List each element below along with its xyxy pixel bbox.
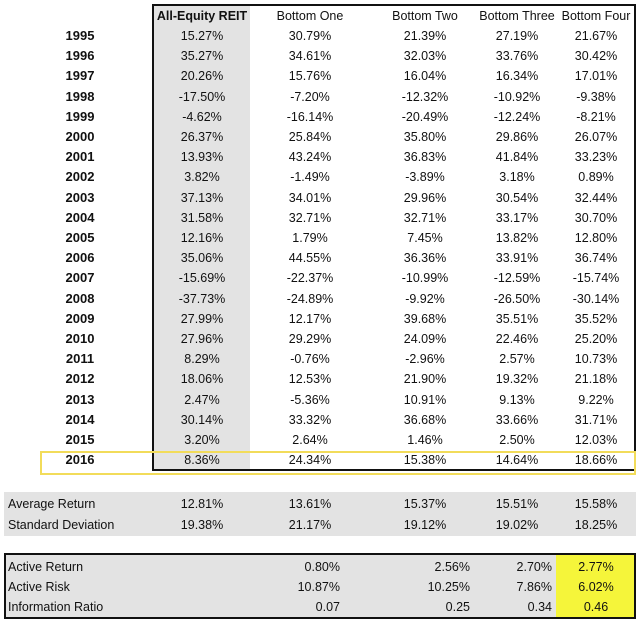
return-cell: -12.59% (493, 271, 541, 286)
return-cell: 35.80% (403, 130, 447, 144)
return-cell: 31.71% (574, 412, 618, 427)
return-cell: -5.36% (290, 392, 330, 407)
return-cell: 26.07% (574, 130, 618, 144)
table-row (0, 147, 640, 167)
summary-value: 13.61% (288, 497, 332, 511)
table-row (0, 430, 640, 450)
return-cell: 32.71% (288, 210, 332, 225)
return-cell: 36.83% (403, 150, 447, 165)
return-cell: 24.34% (288, 453, 332, 468)
active-value: 0.34 (527, 600, 552, 614)
column-header-row (0, 6, 640, 26)
active-label: Active Risk (8, 580, 70, 594)
return-cell: 10.91% (403, 392, 447, 407)
return-cell: 9.22% (578, 392, 614, 407)
return-cell: 33.91% (495, 251, 539, 266)
year-label: 2002 (65, 169, 95, 185)
return-cell: -9.92% (405, 291, 445, 306)
summary-value: 18.25% (574, 518, 618, 532)
return-cell: 18.06% (180, 372, 224, 387)
return-cell: 27.96% (180, 332, 224, 346)
return-cell: 33.66% (495, 412, 539, 427)
return-cell: 41.84% (495, 150, 539, 165)
return-cell: 13.82% (495, 231, 539, 245)
year-label: 2010 (65, 331, 95, 346)
year-label: 2000 (65, 129, 95, 144)
return-cell: -37.73% (178, 291, 226, 306)
return-cell: 36.74% (574, 251, 618, 266)
table-row (0, 450, 640, 470)
table-row (0, 289, 640, 309)
return-cell: -26.50% (493, 291, 541, 306)
return-cell: 36.36% (403, 251, 447, 266)
return-cell: 32.71% (403, 210, 447, 225)
table-row (0, 329, 640, 349)
return-cell: 35.06% (180, 251, 224, 266)
year-label: 2001 (65, 149, 95, 165)
return-cell: 19.32% (495, 372, 539, 387)
return-cell: 35.51% (495, 311, 539, 326)
return-cell: 15.38% (403, 453, 447, 468)
summary-value: 19.12% (403, 518, 447, 532)
active-row (0, 557, 640, 577)
table-row (0, 228, 640, 248)
table-row (0, 66, 640, 86)
year-label: 1999 (65, 108, 95, 124)
column-header: Bottom Two (392, 9, 458, 23)
return-cell: 12.53% (288, 372, 332, 387)
return-cell: 25.20% (574, 332, 618, 346)
return-cell: 2.47% (184, 392, 220, 407)
return-cell: 18.66% (574, 453, 618, 468)
return-cell: 16.34% (495, 69, 539, 84)
return-cell: 30.70% (574, 210, 618, 225)
year-label: 1995 (65, 28, 95, 43)
active-row (0, 597, 640, 617)
summary-label: Standard Deviation (8, 518, 115, 532)
return-cell: 1.79% (292, 231, 328, 245)
table-row (0, 268, 640, 288)
return-cell: 2.57% (499, 352, 535, 367)
year-label: 2004 (65, 209, 95, 225)
return-cell: 15.27% (180, 29, 224, 43)
return-cell: 30.54% (495, 190, 539, 205)
active-value: 0.25 (445, 600, 470, 614)
year-label: 2014 (65, 411, 95, 427)
return-cell: -3.89% (405, 170, 445, 185)
return-cell: 33.17% (495, 210, 539, 225)
return-cell: -15.74% (572, 271, 620, 286)
year-label: 2012 (65, 371, 95, 387)
summary-value: 15.37% (403, 497, 447, 511)
return-cell: 34.01% (288, 190, 332, 205)
return-cell: 17.01% (574, 69, 618, 84)
return-cell: -15.69% (178, 271, 226, 286)
return-cell: 8.36% (184, 453, 220, 468)
table-row (0, 208, 640, 228)
active-value: 6.02% (578, 580, 614, 594)
return-cell: 3.20% (184, 433, 220, 447)
table-row (0, 369, 640, 389)
table-row (0, 46, 640, 66)
return-cell: -1.49% (290, 170, 330, 185)
table-row (0, 349, 640, 369)
return-cell: 22.46% (495, 332, 539, 346)
return-cell: 43.24% (288, 150, 332, 165)
return-cell: 33.32% (288, 412, 332, 427)
active-label: Active Return (8, 560, 84, 574)
table-row (0, 167, 640, 187)
return-cell: 30.79% (288, 29, 332, 43)
return-cell: 9.13% (499, 392, 535, 407)
return-cell: 2.64% (292, 433, 328, 447)
year-label: 2005 (65, 230, 95, 245)
return-cell: -16.14% (286, 109, 334, 124)
column-header: Bottom Three (479, 9, 555, 23)
return-cell: 33.23% (574, 150, 618, 165)
summary-row (0, 515, 640, 535)
return-cell: -12.32% (401, 89, 449, 104)
return-cell: 27.19% (495, 29, 539, 43)
return-cell: -2.96% (405, 352, 445, 367)
return-cell: 21.39% (403, 29, 447, 43)
return-cell: 21.67% (574, 29, 618, 43)
return-cell: 16.04% (403, 69, 447, 84)
return-cell: -17.50% (178, 89, 226, 104)
active-row (0, 577, 640, 597)
year-label: 2006 (65, 250, 95, 266)
return-cell: 31.58% (180, 210, 224, 225)
table-row (0, 26, 640, 46)
return-cell: 12.80% (574, 231, 618, 245)
return-cell: 21.90% (403, 372, 447, 387)
year-label: 2009 (65, 310, 95, 326)
return-cell: 10.73% (574, 352, 618, 367)
return-cell: 7.45% (407, 231, 443, 245)
return-cell: 12.03% (574, 433, 618, 447)
return-cell: 37.13% (180, 190, 224, 205)
table-row (0, 309, 640, 329)
active-value: 0.80% (304, 560, 340, 574)
return-cell: -0.76% (290, 352, 330, 367)
return-cell: 15.76% (288, 69, 332, 84)
return-cell: 13.93% (180, 150, 224, 165)
return-cell: 30.14% (180, 412, 224, 427)
year-label: 2016 (65, 452, 95, 468)
return-cell: 24.09% (403, 332, 447, 346)
year-label: 2013 (65, 391, 95, 407)
active-value: 10.87% (297, 580, 340, 594)
return-cell: -24.89% (286, 291, 334, 306)
column-header: All-Equity REIT (156, 9, 248, 23)
return-cell: -20.49% (401, 109, 449, 124)
active-label: Information Ratio (8, 600, 104, 614)
return-cell: 1.46% (407, 433, 443, 447)
return-cell: -9.38% (576, 89, 616, 104)
year-label: 2003 (65, 189, 95, 205)
return-cell: 29.86% (495, 130, 539, 144)
summary-value: 19.02% (495, 518, 539, 532)
summary-value: 21.17% (288, 518, 332, 532)
table-row (0, 87, 640, 107)
return-cell: 32.03% (403, 49, 447, 64)
year-label: 1996 (65, 48, 95, 64)
table-row (0, 390, 640, 410)
return-cell: -8.21% (576, 109, 616, 124)
return-cell: 36.68% (403, 412, 447, 427)
return-cell: -10.99% (401, 271, 449, 286)
return-cell: -22.37% (286, 271, 334, 286)
table-row (0, 248, 640, 268)
active-value: 0.07 (315, 600, 340, 614)
table-row (0, 188, 640, 208)
active-value: 2.77% (578, 560, 614, 574)
return-cell: -30.14% (572, 291, 620, 306)
return-cell: -10.92% (493, 89, 541, 104)
return-cell: 29.29% (288, 332, 332, 346)
return-cell: 39.68% (403, 311, 447, 326)
return-cell: 30.42% (574, 49, 618, 64)
return-cell: 32.44% (574, 190, 618, 205)
active-value: 2.56% (434, 560, 470, 574)
summary-value: 12.81% (180, 497, 224, 511)
return-cell: -4.62% (182, 109, 222, 124)
summary-row (0, 494, 640, 514)
return-cell: -7.20% (290, 89, 330, 104)
return-cell: 25.84% (288, 130, 332, 144)
year-label: 1998 (65, 88, 95, 104)
year-label: 2008 (65, 290, 95, 306)
year-label: 2011 (65, 351, 95, 367)
return-cell: 0.89% (578, 170, 614, 185)
year-label: 1997 (65, 68, 95, 84)
summary-value: 15.58% (574, 497, 618, 511)
return-cell: 2.50% (499, 433, 535, 447)
return-cell: 20.26% (180, 69, 224, 84)
column-header: Bottom Four (561, 9, 631, 23)
return-cell: 26.37% (180, 130, 224, 144)
return-cell: -12.24% (493, 109, 541, 124)
active-value: 2.70% (516, 560, 552, 574)
return-cell: 12.17% (288, 311, 332, 326)
return-cell: 34.61% (288, 49, 332, 64)
active-value: 0.46 (583, 600, 609, 614)
return-cell: 35.52% (574, 311, 618, 326)
return-cell: 21.18% (574, 372, 618, 387)
table-row (0, 127, 640, 147)
year-label: 2007 (65, 270, 95, 286)
summary-value: 19.38% (180, 518, 224, 532)
return-cell: 12.16% (180, 231, 224, 245)
column-header: Bottom One (276, 9, 344, 23)
table-row (0, 107, 640, 127)
return-cell: 33.76% (495, 49, 539, 64)
return-cell: 35.27% (180, 49, 224, 64)
return-cell: 8.29% (184, 352, 220, 367)
return-cell: 29.96% (403, 190, 447, 205)
return-cell: 3.82% (184, 170, 220, 185)
return-cell: 3.18% (499, 170, 535, 185)
table-row (0, 410, 640, 430)
summary-label: Average Return (8, 497, 96, 511)
return-cell: 44.55% (288, 251, 332, 266)
return-cell: 27.99% (180, 311, 224, 326)
year-label: 2015 (65, 432, 95, 447)
return-cell: 14.64% (495, 453, 539, 468)
active-value: 7.86% (516, 580, 552, 594)
active-value: 10.25% (427, 580, 470, 594)
summary-value: 15.51% (495, 497, 539, 511)
